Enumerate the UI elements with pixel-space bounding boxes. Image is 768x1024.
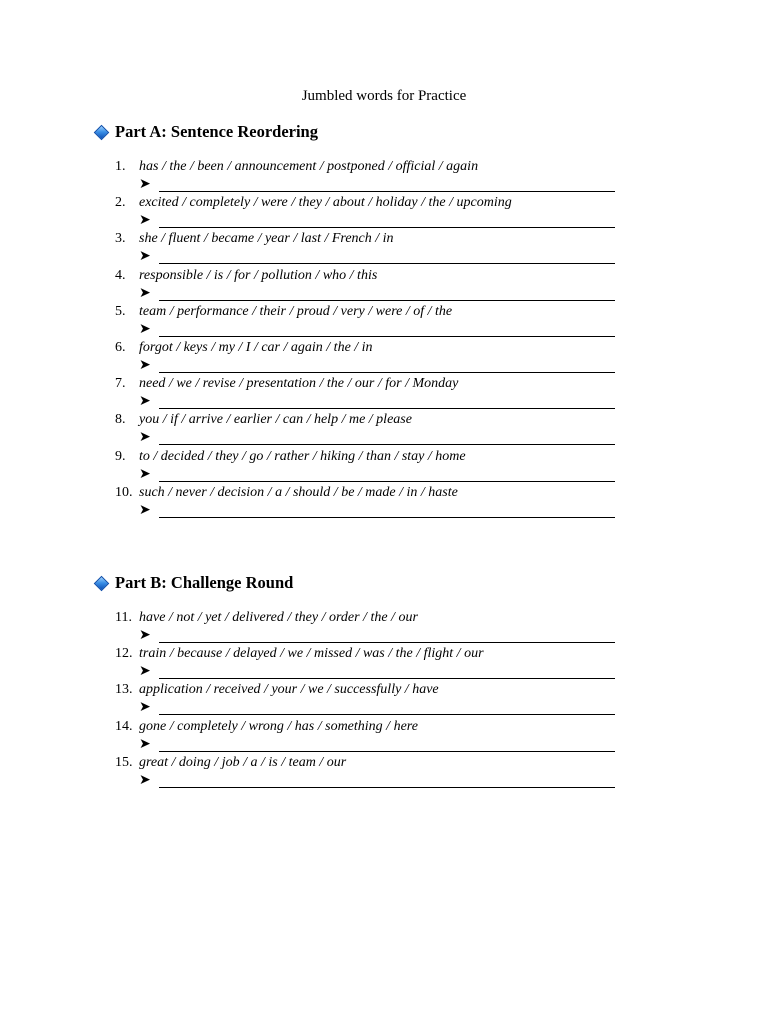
answer-line[interactable] [159,714,615,715]
part-a-list [95,158,655,520]
jumbled-words: has / the / been / announcement / postponed / official / again [139,159,479,174]
answer-line[interactable] [159,481,615,482]
document-title: Jumbled words for Practice [301,88,467,104]
list-item [95,158,655,194]
answer-line[interactable] [159,751,615,752]
list-item [95,303,655,339]
diamond-bullet-icon [94,575,110,591]
list-item [95,681,655,717]
part-b-heading-text: Part B: Challenge Round [115,573,294,592]
answer-row [139,736,617,754]
answer-row [139,285,617,303]
answer-row [139,357,617,375]
answer-line[interactable] [159,642,615,643]
item-number: 7. [115,376,126,392]
answer-row [139,321,617,339]
arrow-icon: ➤ [139,466,151,482]
answer-row [139,466,617,484]
arrow-icon: ➤ [139,700,151,716]
item-number: 4. [115,267,126,283]
answer-line[interactable] [159,372,615,373]
arrow-icon: ➤ [139,502,151,518]
arrow-icon: ➤ [139,249,151,265]
item-number: 15. [115,754,133,770]
answer-row [139,393,617,411]
answer-row [139,429,617,447]
answer-row [139,248,617,266]
arrow-icon: ➤ [139,213,151,229]
list-item [95,339,655,375]
jumbled-words: she / fluent / became / year / last / French / in [139,231,394,247]
list-item [95,718,655,754]
list-item [95,448,655,484]
answer-row [139,176,617,194]
list-item [95,267,655,303]
arrow-icon: ➤ [139,394,151,410]
part-a-heading [95,122,655,142]
answer-line[interactable] [159,336,615,337]
answer-row [139,663,617,681]
jumbled-words: you / if / arrive / earlier / can / help / me / please [139,412,412,428]
part-b-section [95,573,655,790]
jumbled-words: need / we / revise / presentation / the / our / for / Monday [139,376,459,392]
item-number: 11. [115,610,132,625]
item-number: 8. [115,412,126,428]
list-item [95,484,655,520]
list-item [95,411,655,447]
jumbled-words: team / performance / their / proud / very / were / of / the [139,303,453,319]
answer-line[interactable] [159,227,615,228]
item-number: 6. [115,339,126,355]
item-number: 12. [115,646,133,662]
arrow-icon: ➤ [139,357,151,373]
item-number: 14. [115,718,133,734]
answer-line[interactable] [159,263,615,264]
jumbled-words: have / not / yet / delivered / they / order / the / our [139,610,418,625]
arrow-icon: ➤ [139,772,151,788]
list-item [95,194,655,230]
item-number: 3. [115,231,126,247]
list-item [95,230,655,266]
part-b-list [95,609,655,790]
diamond-bullet-icon [94,124,110,140]
arrow-icon: ➤ [139,177,151,192]
answer-line[interactable] [159,444,615,445]
arrow-icon: ➤ [139,430,151,446]
answer-line[interactable] [159,517,615,518]
list-item [95,754,655,790]
part-b-heading [95,573,655,593]
part-a-heading-text: Part A: Sentence Reordering [115,122,318,141]
item-number: 1. [115,159,126,174]
list-item [95,645,655,681]
item-number: 10. [115,484,133,500]
jumbled-words: responsible / is / for / pollution / who / this [139,267,378,283]
answer-row [139,627,617,645]
item-number: 2. [115,195,126,211]
answer-line[interactable] [159,787,615,788]
answer-row [139,699,617,717]
jumbled-words: gone / completely / wrong / has / something / here [139,718,418,734]
item-number: 13. [115,682,133,698]
answer-row [139,502,617,520]
item-number: 9. [115,448,126,464]
list-item [95,375,655,411]
list-item [95,609,655,645]
arrow-icon: ➤ [139,628,151,643]
jumbled-words: to / decided / they / go / rather / hiking / than / stay / home [139,448,466,464]
answer-row [139,212,617,230]
answer-line[interactable] [159,408,615,409]
answer-row [139,772,617,790]
answer-line[interactable] [159,191,615,192]
answer-line[interactable] [159,678,615,679]
jumbled-words: great / doing / job / a / is / team / our [139,754,347,770]
part-a-section [95,122,655,520]
arrow-icon: ➤ [139,736,151,752]
jumbled-words: excited / completely / were / they / about / holiday / the / upcoming [139,195,512,211]
arrow-icon: ➤ [139,321,151,337]
answer-line[interactable] [159,300,615,301]
jumbled-words: forgot / keys / my / I / car / again / the / in [139,339,373,355]
jumbled-words: such / never / decision / a / should / be / made / in / haste [139,484,458,500]
jumbled-words: train / because / delayed / we / missed / was / the / flight / our [139,646,484,662]
item-number: 5. [115,303,126,319]
arrow-icon: ➤ [139,285,151,301]
arrow-icon: ➤ [139,664,151,680]
jumbled-words: application / received / your / we / successfully / have [139,682,439,698]
